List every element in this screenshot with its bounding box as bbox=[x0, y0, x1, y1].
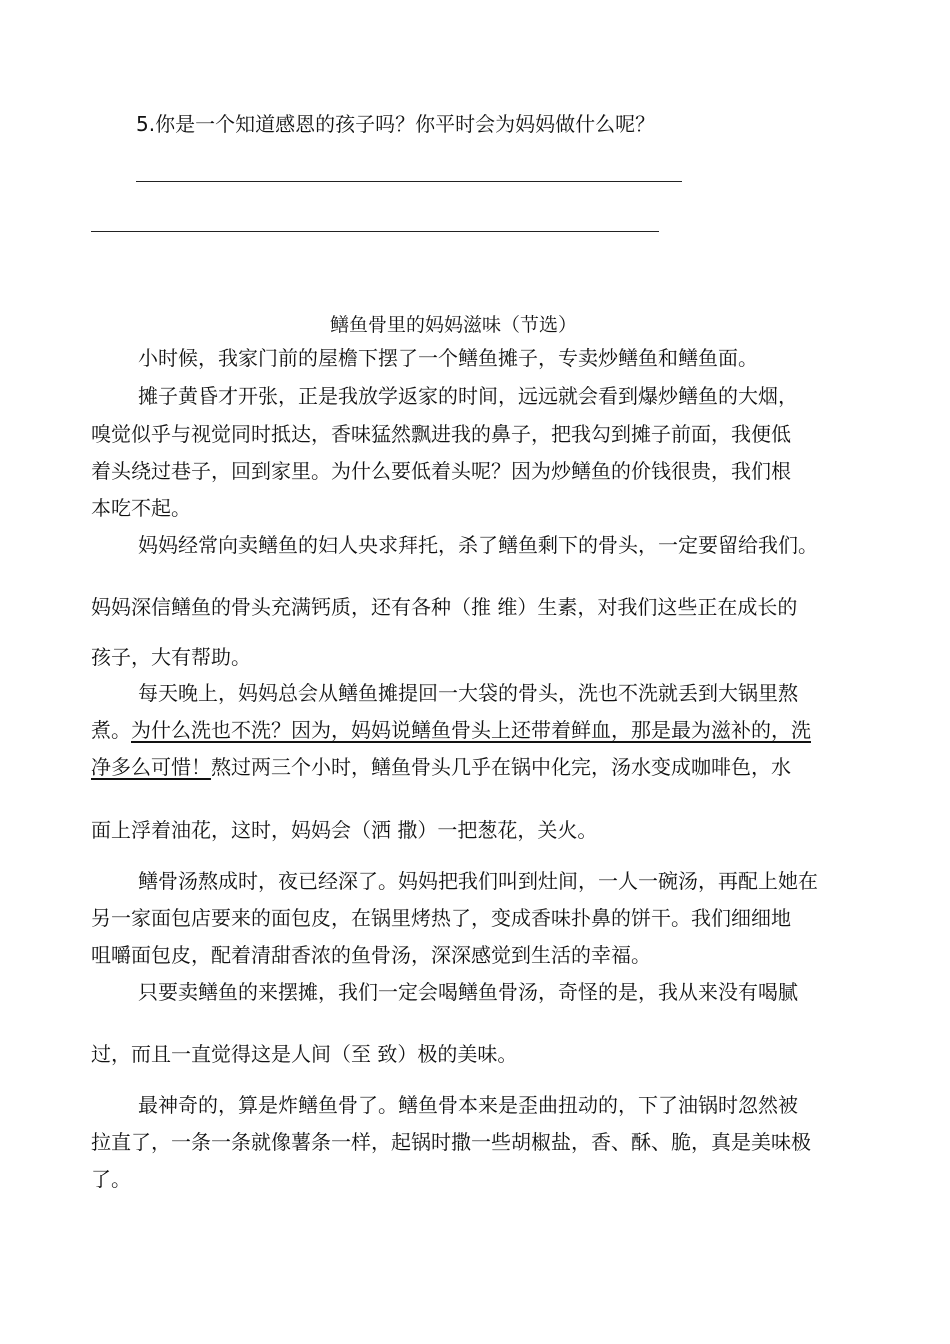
answer-line-2[interactable] bbox=[91, 231, 659, 232]
passage-line: 只要卖鳝鱼的来摆摊，我们一定会喝鳝鱼骨汤，奇怪的是，我从来没有喝腻 bbox=[138, 980, 798, 1004]
passage-line: 过，而且一直觉得这是人间（至 致）极的美味。 bbox=[91, 1042, 518, 1066]
passage-line: 拉直了，一条一条就像薯条一样，起锅时撒一些胡椒盐，香、酥、脆，真是美味极 bbox=[91, 1130, 811, 1154]
line-text: 煮。 bbox=[91, 718, 131, 742]
underlined-sentence-end: 净多么可惜！ bbox=[91, 755, 211, 779]
passage-line: 另一家面包店要来的面包皮，在锅里烤热了，变成香味扑鼻的饼干。我们细细地 bbox=[91, 906, 791, 930]
passage-line: 面上浮着油花，这时，妈妈会（洒 撒）一把葱花，关火。 bbox=[91, 818, 598, 842]
passage-line: 本吃不起。 bbox=[91, 496, 191, 520]
passage-line: 妈妈经常向卖鳝鱼的妇人央求拜托，杀了鳝鱼剩下的骨头，一定要留给我们。 bbox=[138, 533, 818, 557]
passage-line: 鳝骨汤熬成时，夜已经深了。妈妈把我们叫到灶间，一人一碗汤，再配上她在 bbox=[138, 869, 818, 893]
passage-line: 最神奇的，算是炸鳝鱼骨了。鳝鱼骨本来是歪曲扭动的，下了油锅时忽然被 bbox=[138, 1093, 798, 1117]
answer-line-1[interactable] bbox=[136, 181, 682, 182]
passage-line bbox=[91, 716, 811, 744]
passage-line: 孩子，大有帮助。 bbox=[91, 645, 251, 669]
passage-line: 摊子黄昏才开张，正是我放学返家的时间，远远就会看到爆炒鳝鱼的大烟， bbox=[138, 384, 798, 408]
passage-line: 妈妈深信鳝鱼的骨头充满钙质，还有各种（推 维）生素，对我们这些正在成长的 bbox=[91, 595, 798, 619]
line-text: 熬过两三个小时，鳝鱼骨头几乎在锅中化完，汤水变成咖啡色，水 bbox=[211, 755, 791, 779]
passage-title: 鳝鱼骨里的妈妈滋味（节选） bbox=[330, 314, 578, 336]
passage-line: 了。 bbox=[91, 1167, 131, 1191]
passage-line: 每天晚上，妈妈总会从鳝鱼摊提回一大袋的骨头，洗也不洗就丢到大锅里熬 bbox=[138, 681, 798, 705]
underlined-sentence: 为什么洗也不洗？因为，妈妈说鳝鱼骨头上还带着鲜血，那是最为滋补的，洗 bbox=[131, 718, 811, 742]
passage-line: 咀嚼面包皮，配着清甜香浓的鱼骨汤，深深感觉到生活的幸福。 bbox=[91, 943, 651, 967]
passage-line bbox=[91, 753, 791, 781]
passage-line: 嗅觉似乎与视觉同时抵达，香味猛然飘进我的鼻子，把我勾到摊子前面，我便低 bbox=[91, 422, 791, 446]
question-5: 5.你是一个知道感恩的孩子吗？你平时会为妈妈做什么呢？ bbox=[136, 112, 656, 136]
passage-line: 着头绕过巷子，回到家里。为什么要低着头呢？因为炒鳝鱼的价钱很贵，我们根 bbox=[91, 459, 791, 483]
passage-line: 小时候，我家门前的屋檐下摆了一个鳝鱼摊子，专卖炒鳝鱼和鳝鱼面。 bbox=[138, 346, 758, 370]
